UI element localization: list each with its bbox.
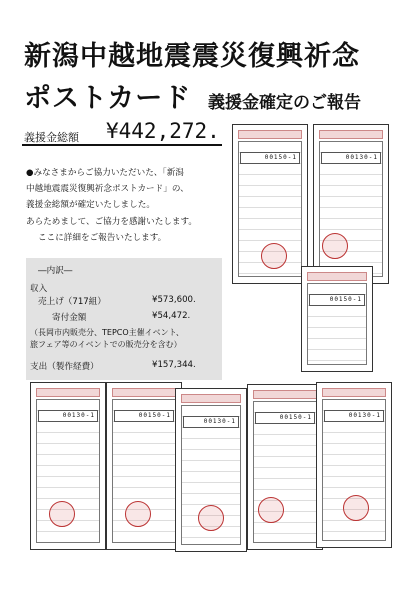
postmark-stamp — [343, 495, 369, 521]
intro-line: 中越地震震災復興祈念ポストカード」の、 — [26, 184, 189, 195]
breakdown-note: 旅フェア等のイベントでの販売分を含む） — [30, 340, 182, 349]
receipt-slip-image — [313, 124, 389, 284]
income-label: 収入 — [30, 284, 48, 294]
sales-value: ¥573,600. — [152, 295, 196, 305]
page-title-line1: 新潟中越地震震災復興祈念 — [24, 41, 360, 72]
receipt-slip-image — [301, 266, 373, 372]
intro-line: ●みなさまからご協力いただいた、「新潟 — [26, 168, 184, 178]
postmark-stamp — [49, 501, 75, 527]
receipt-slip-image — [30, 382, 106, 550]
slip-account-number: 00150-1 — [114, 410, 174, 422]
slip-account-number: 00150-1 — [309, 294, 365, 306]
slip-header — [307, 272, 367, 281]
breakdown-heading: ―内訳― — [38, 266, 73, 276]
receipt-slip-image — [106, 382, 182, 550]
total-label: 義援金総額 — [24, 131, 79, 144]
postmark-stamp — [261, 243, 287, 269]
slip-header — [112, 388, 176, 397]
postmark-stamp — [198, 505, 224, 531]
breakdown-note: （長岡市内販売分、TEPCO主催イベント、 — [30, 328, 184, 337]
donation-label: 寄付金額 — [52, 313, 87, 323]
slip-header — [36, 388, 100, 397]
slip-account-number: 00150-1 — [240, 152, 300, 164]
total-amount: ¥442,272. — [106, 119, 220, 143]
page-title-line2: ポストカード — [24, 83, 192, 114]
slip-header — [253, 390, 317, 399]
slip-account-number: 00130-1 — [321, 152, 381, 164]
slip-account-number: 00130-1 — [183, 416, 239, 428]
slip-header — [181, 394, 241, 403]
slip-header — [319, 130, 383, 139]
postmark-stamp — [258, 497, 284, 523]
total-underline — [22, 144, 222, 146]
donation-value: ¥54,472. — [152, 311, 191, 321]
receipt-slip-image — [232, 124, 308, 284]
slip-account-number: 00130-1 — [324, 410, 384, 422]
page-subtitle: 義援金確定のご報告 — [208, 93, 361, 113]
intro-line: あらためまして、ご協力を感謝いたします。 — [26, 216, 198, 227]
slip-header — [238, 130, 302, 139]
expense-value: ¥157,344. — [152, 360, 196, 370]
receipt-slip-image — [175, 388, 247, 552]
slip-account-number: 00150-1 — [255, 412, 315, 424]
receipt-slip-image — [247, 384, 323, 550]
intro-text — [26, 165, 226, 246]
postmark-stamp — [322, 233, 348, 259]
postmark-stamp — [125, 501, 151, 527]
slip-header — [322, 388, 386, 397]
receipt-slip-image — [316, 382, 392, 548]
intro-line: ここに詳細をご報告いたします。 — [38, 232, 167, 243]
breakdown-box — [26, 258, 222, 380]
slip-account-number: 00130-1 — [38, 410, 98, 422]
expense-label: 支出（製作経費） — [30, 362, 99, 372]
intro-line: 義援金総額が確定いたしました。 — [26, 200, 155, 211]
sales-label: 売上げ（717組） — [38, 297, 106, 307]
